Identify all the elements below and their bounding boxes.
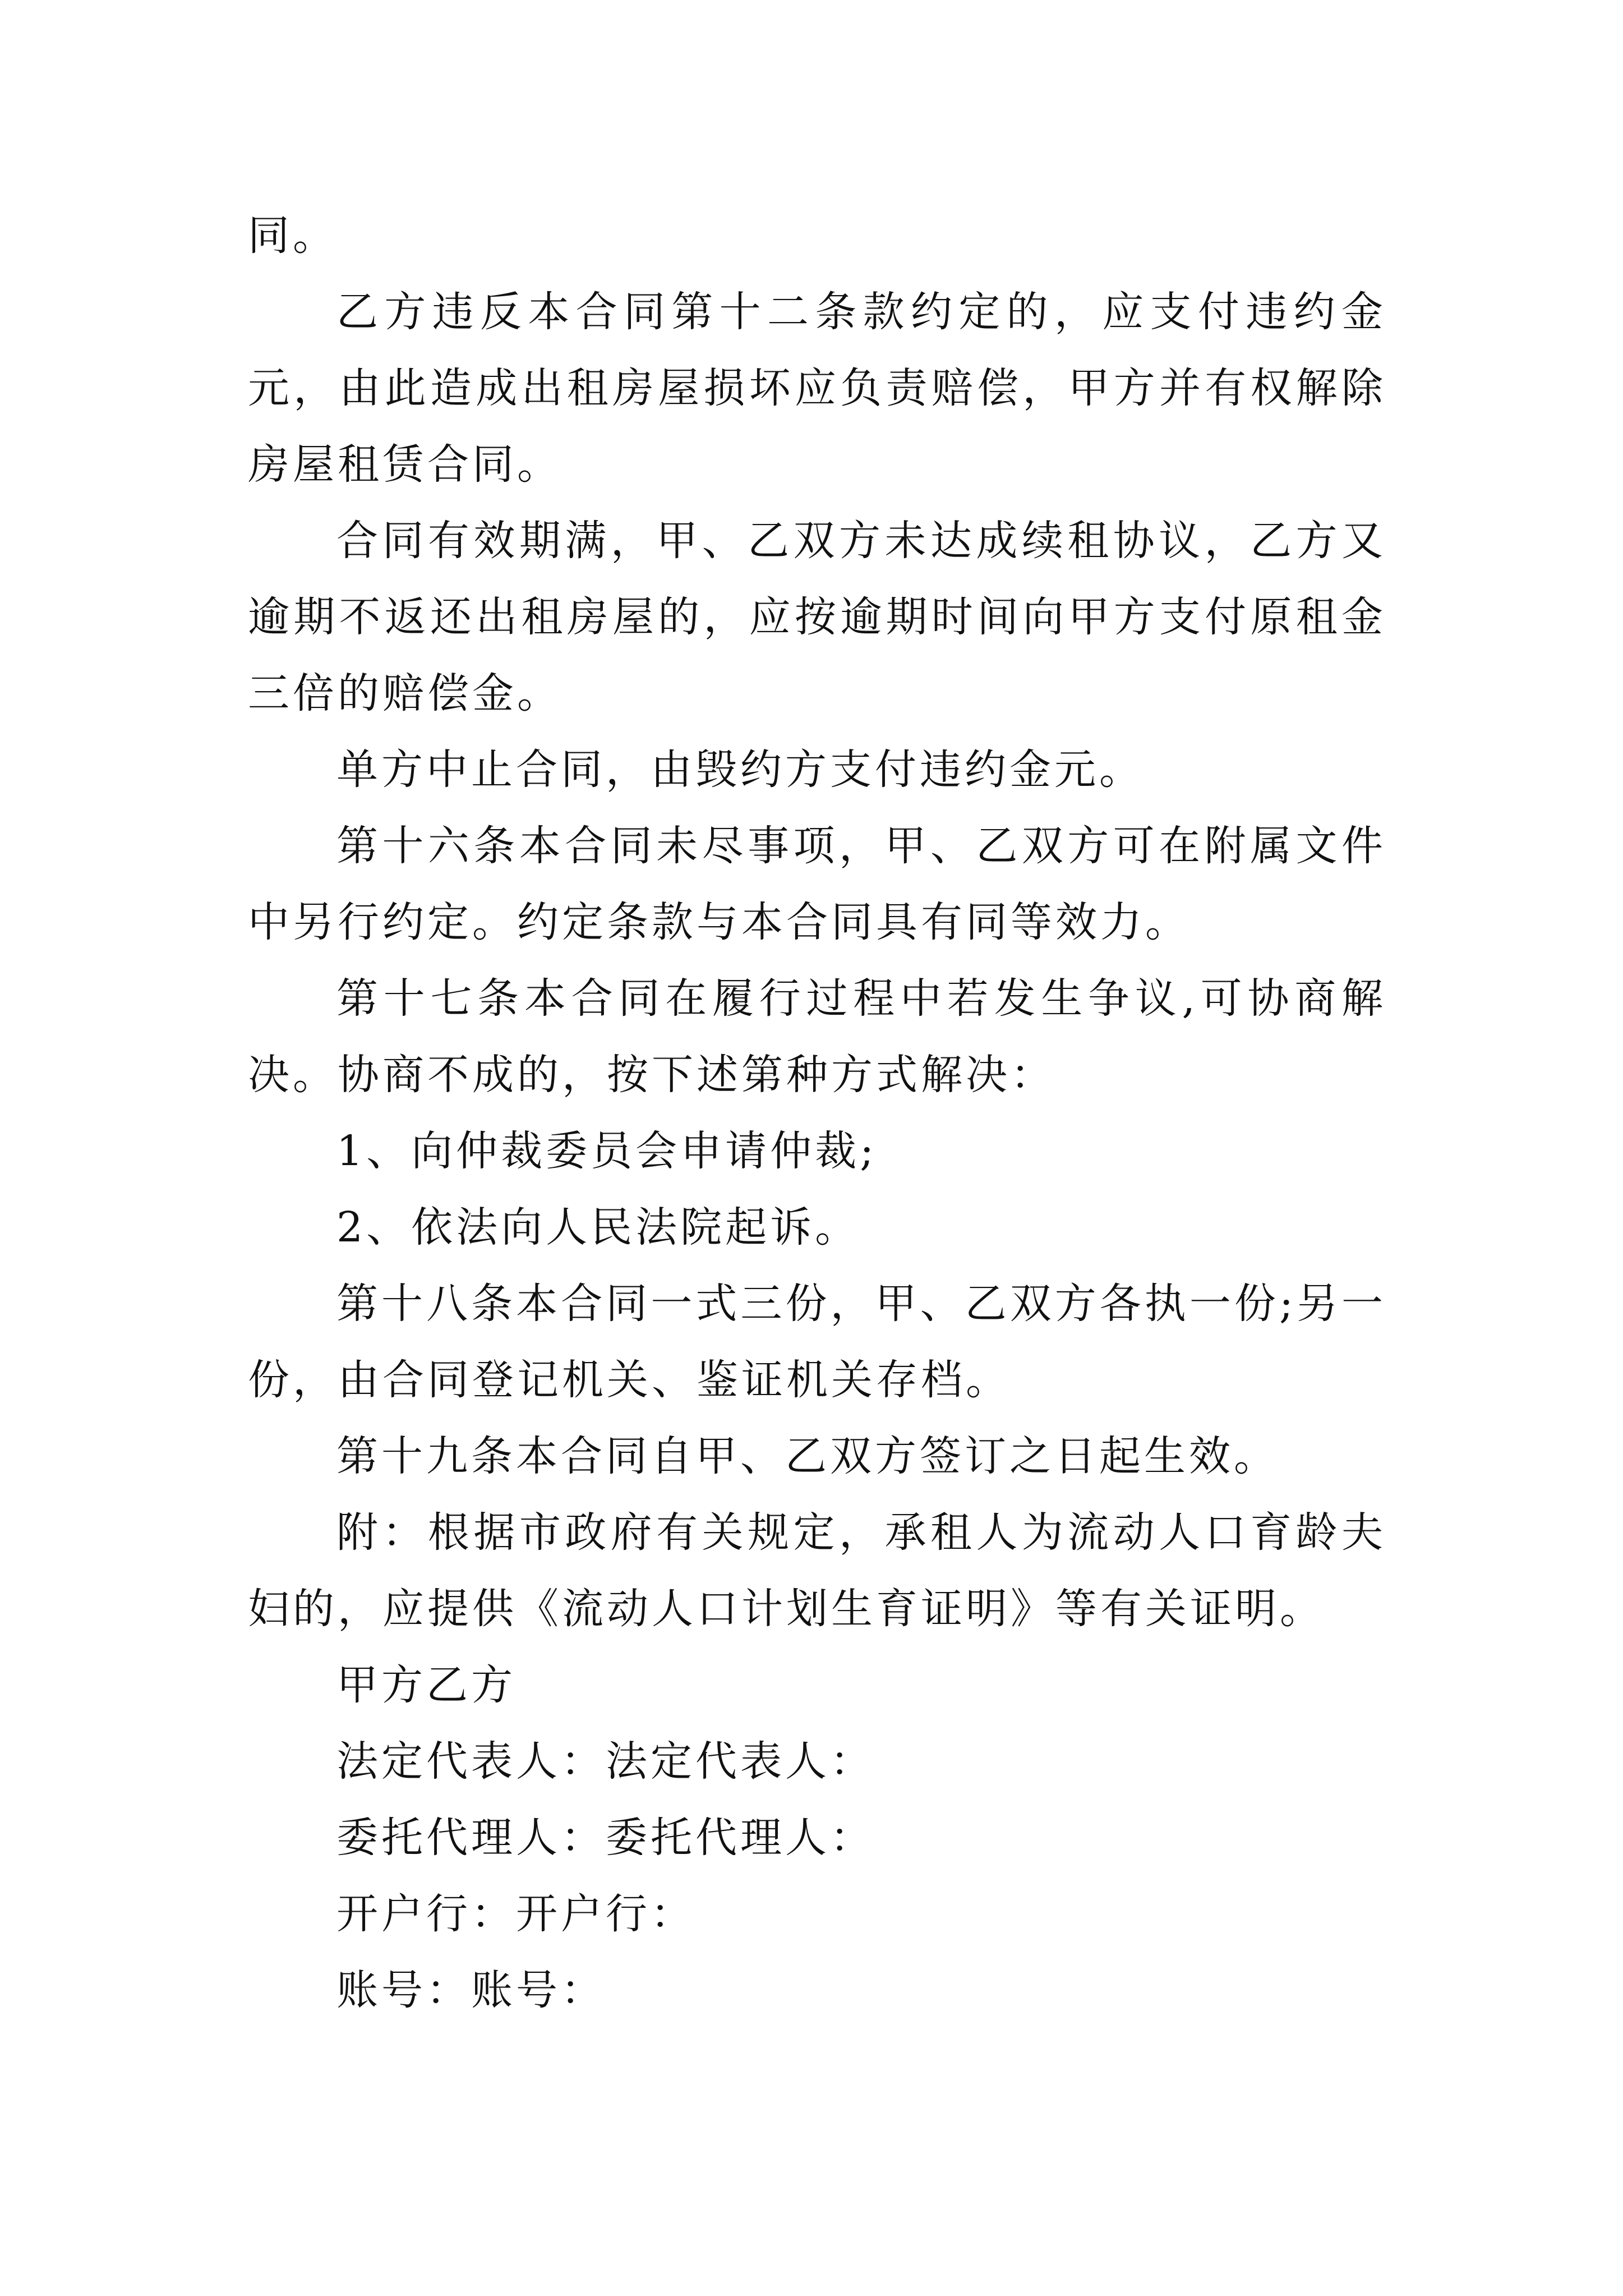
paragraph-article-19: 第十九条本合同自甲、乙双方签订之日起生效。 <box>336 1432 1279 1480</box>
paragraph-breach-article-12: 乙方违反本合同第十二条款约定的，应支付违约金元，由此造成出租房屋损坏应负责赔偿，甲方并有权解除房屋租赁合同。 <box>248 288 1386 489</box>
paragraph-article-17: 第十七条本合同在履行过程中若发生争议,可协商解决。协商不成的，按下述第种方式解决： <box>248 974 1386 1099</box>
paragraph-appendix-note: 附：根据市政府有关规定，承租人为流动人口育龄夫妇的，应提供《流动人口计划生育证明》等有关证明。 <box>248 1508 1386 1633</box>
list-item-arbitration: 1、向仲裁委员会申请仲裁; <box>336 1127 878 1175</box>
paragraph-overdue-return: 合同有效期满，甲、乙双方未达成续租协议，乙方又逾期不返还出租房屋的，应按逾期时间向甲方支付原租金三倍的赔偿金。 <box>248 517 1386 717</box>
signature-authorized-agent: 委托代理人：委托代理人： <box>336 1814 875 1862</box>
paragraph-unilateral-termination: 单方中止合同，由毁约方支付违约金元。 <box>336 746 1144 794</box>
list-item-litigation: 2、依法向人民法院起诉。 <box>336 1203 860 1251</box>
signature-parties: 甲方乙方 <box>336 1661 516 1709</box>
paragraph-continuation: 同。 <box>248 211 338 260</box>
signature-block <box>248 1647 1386 2028</box>
signature-bank: 开户行：开户行： <box>336 1890 695 1938</box>
paragraph-article-16: 第十六条本合同未尽事项，甲、乙双方可在附属文件中另行约定。约定条款与本合同具有同等效力。 <box>248 822 1386 946</box>
signature-legal-representative: 法定代表人：法定代表人： <box>336 1737 875 1786</box>
paragraph-article-18: 第十八条本合同一式三份，甲、乙双方各执一份;另一份，由合同登记机关、鉴证机关存档。 <box>248 1280 1386 1404</box>
signature-account-number: 账号：账号： <box>336 1966 606 2014</box>
contract-body <box>248 197 1386 2028</box>
